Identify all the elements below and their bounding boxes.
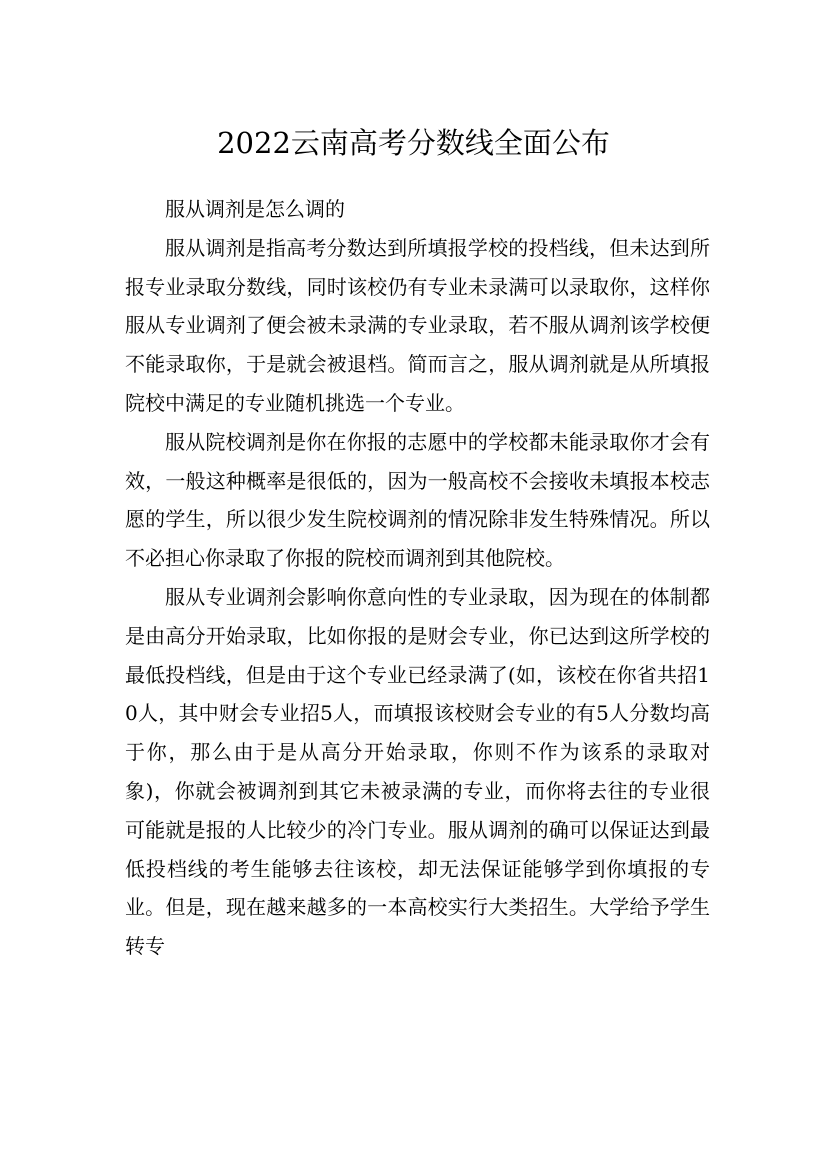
paragraph: 服从专业调剂会影响你意向性的专业录取，因为现在的体制都是由高分开始录取，比如你报的是财会专业，你已达到这所学校的最低投档线，但是由于这个专业已经录满了(如，该校在你省共招10人，其中财会专业招5人，而填报该校财会专业的有5人分数均高于你，那么由于是从高分开始录取，你则不作为该系的录取对象)，你就会被调剂到其它未被录满的专业，而你将去往的专业很可能就是报的人比较少的冷门专业。服从调剂的确可以保证达到最低投档线的考生能够去往该校，却无法保证能够学到你填报的专业。但是，现在越来越多的一本高校实行大类招生。大学给予学生转专 [125, 584, 710, 959]
document-body [125, 190, 710, 966]
document-title: 2022云南高考分数线全面公布 [217, 126, 610, 161]
paragraph: 服从调剂是指高考分数达到所填报学校的投档线，但未达到所报专业录取分数线，同时该校仍有专业未录满可以录取你，这样你服从专业调剂了便会被未录满的专业录取，若不服从调剂该学校便不能录取你，于是就会被退档。简而言之，服从调剂就是从所填报院校中满足的专业随机挑选一个专业。 [125, 235, 710, 415]
paragraph-heading: 服从调剂是怎么调的 [165, 197, 345, 221]
paragraph: 服从院校调剂是你在你报的志愿中的学校都未能录取你才会有效，一般这种概率是很低的，因为一般高校不会接收未填报本校志愿的学生，所以很少发生院校调剂的情况除非发生特殊情况。所以不必担心你录取了你报的院校而调剂到其他院校。 [125, 429, 710, 571]
